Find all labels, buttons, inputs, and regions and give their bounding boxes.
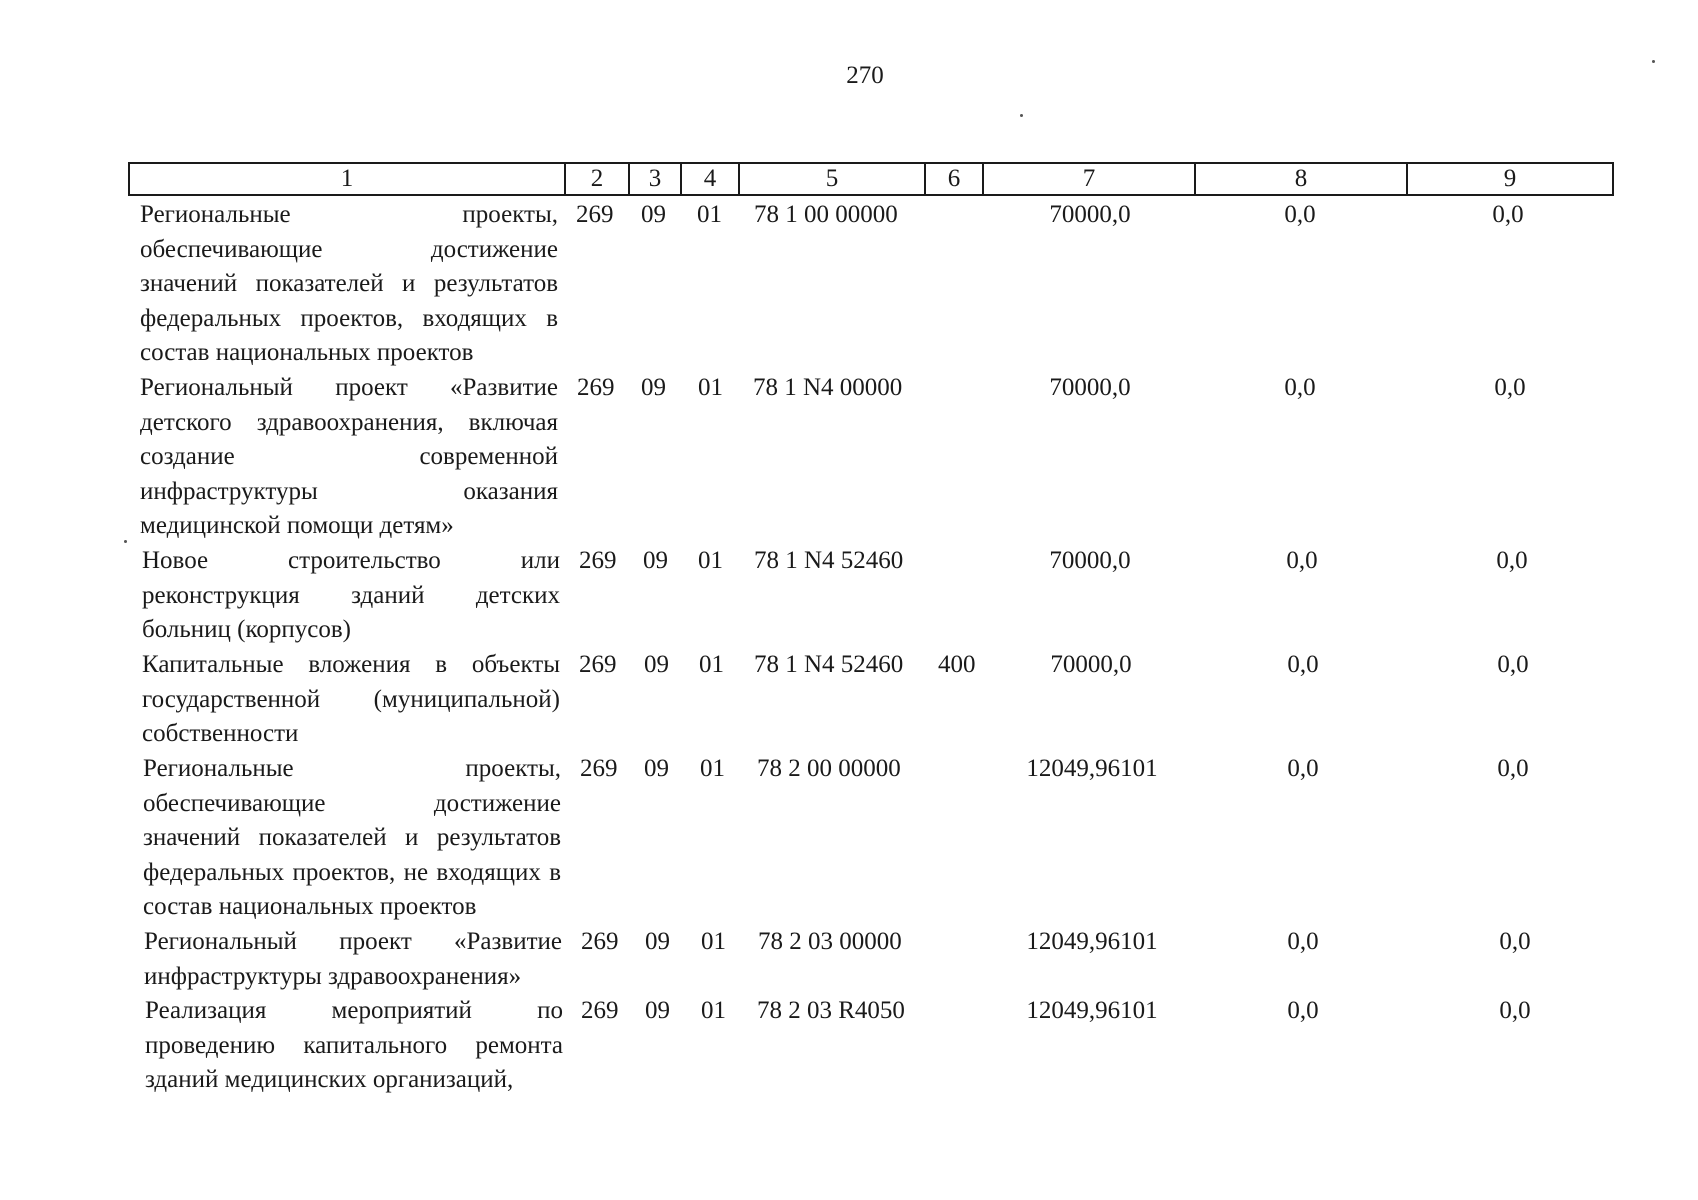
row-value-9: 0,0 — [1497, 651, 1529, 678]
header-col-5: 5 — [739, 163, 925, 195]
row-code-3: 09 — [641, 201, 666, 228]
page-number: 270 — [846, 62, 884, 89]
table-row — [0, 648, 1698, 752]
row-name: Региональный проект «Развитие инфраструктуры здравоохранения» — [144, 928, 562, 990]
row-value-9: 0,0 — [1494, 374, 1526, 401]
row-code-4: 01 — [697, 201, 722, 228]
header-col-3: 3 — [629, 163, 681, 195]
row-code-5: 78 1 00 00000 — [754, 201, 898, 228]
row-value-7: 12049,96101 — [1026, 997, 1158, 1024]
header-col-2: 2 — [565, 163, 629, 195]
row-value-7: 70000,0 — [1049, 547, 1131, 574]
row-value-8: 0,0 — [1287, 755, 1319, 782]
row-code-2: 269 — [580, 755, 618, 782]
row-value-9: 0,0 — [1496, 547, 1528, 574]
row-name: Капитальные вложения в объекты государственной (муниципальной) собственности — [142, 651, 560, 747]
row-code-5: 78 2 03 R4050 — [757, 997, 905, 1024]
table-header — [128, 162, 1614, 196]
row-code-2: 269 — [577, 374, 615, 401]
row-code-4: 01 — [698, 374, 723, 401]
row-code-6: 400 — [938, 651, 976, 678]
scan-speck — [1020, 114, 1023, 117]
row-code-4: 01 — [699, 651, 724, 678]
table-row — [0, 198, 1698, 371]
row-value-9: 0,0 — [1499, 928, 1531, 955]
row-code-2: 269 — [576, 201, 614, 228]
row-value-8: 0,0 — [1284, 374, 1316, 401]
row-value-7: 12049,96101 — [1026, 928, 1158, 955]
row-code-4: 01 — [701, 997, 726, 1024]
table-row — [0, 994, 1698, 1098]
row-code-5: 78 2 03 00000 — [758, 928, 902, 955]
row-code-4: 01 — [698, 547, 723, 574]
header-col-9: 9 — [1407, 163, 1613, 195]
header-col-7: 7 — [983, 163, 1195, 195]
row-name: Реализация мероприятий по проведению капитального ремонта зданий медицинских организаций, — [145, 997, 563, 1093]
row-value-9: 0,0 — [1499, 997, 1531, 1024]
row-name: Региональный проект «Развитие детского здравоохранения, включая создание современной инфраструктуры оказания медицинской помощи детям» — [140, 374, 558, 539]
header-col-6: 6 — [925, 163, 983, 195]
table-row — [0, 925, 1698, 994]
header-col-4: 4 — [681, 163, 739, 195]
table-row — [0, 752, 1698, 925]
row-value-9: 0,0 — [1492, 201, 1524, 228]
row-value-8: 0,0 — [1286, 547, 1318, 574]
row-code-5: 78 2 00 00000 — [757, 755, 901, 782]
row-value-7: 12049,96101 — [1026, 755, 1158, 782]
row-value-9: 0,0 — [1497, 755, 1529, 782]
row-code-5: 78 1 N4 52460 — [754, 651, 904, 678]
table-body — [0, 198, 1698, 1098]
row-code-4: 01 — [700, 755, 725, 782]
row-value-8: 0,0 — [1284, 201, 1316, 228]
row-name: Региональные проекты, обеспечивающие достижение значений показателей и результатов федеральных проектов, не входящих в состав национальных проектов — [143, 755, 561, 920]
row-value-8: 0,0 — [1287, 997, 1319, 1024]
row-code-4: 01 — [701, 928, 726, 955]
row-code-2: 269 — [581, 928, 619, 955]
scan-speck — [1652, 60, 1655, 63]
row-code-5: 78 1 N4 00000 — [753, 374, 903, 401]
row-code-3: 09 — [644, 755, 669, 782]
row-code-3: 09 — [643, 547, 668, 574]
row-code-3: 09 — [645, 997, 670, 1024]
row-code-5: 78 1 N4 52460 — [754, 547, 904, 574]
row-code-2: 269 — [579, 547, 617, 574]
row-code-2: 269 — [581, 997, 619, 1024]
header-col-8: 8 — [1195, 163, 1407, 195]
row-code-2: 269 — [579, 651, 617, 678]
row-value-7: 70000,0 — [1050, 651, 1132, 678]
row-name: Новое строительство или реконструкция зданий детских больниц (корпусов) — [142, 547, 560, 643]
table-row — [0, 544, 1698, 648]
row-code-3: 09 — [645, 928, 670, 955]
table-row — [0, 371, 1698, 544]
header-col-1: 1 — [129, 163, 565, 195]
row-value-8: 0,0 — [1287, 928, 1319, 955]
row-value-7: 70000,0 — [1049, 374, 1131, 401]
row-name: Региональные проекты, обеспечивающие достижение значений показателей и результатов федеральных проектов, входящих в состав национальных проектов — [140, 201, 558, 366]
row-value-7: 70000,0 — [1049, 201, 1131, 228]
row-value-8: 0,0 — [1287, 651, 1319, 678]
row-code-3: 09 — [641, 374, 666, 401]
row-code-3: 09 — [644, 651, 669, 678]
